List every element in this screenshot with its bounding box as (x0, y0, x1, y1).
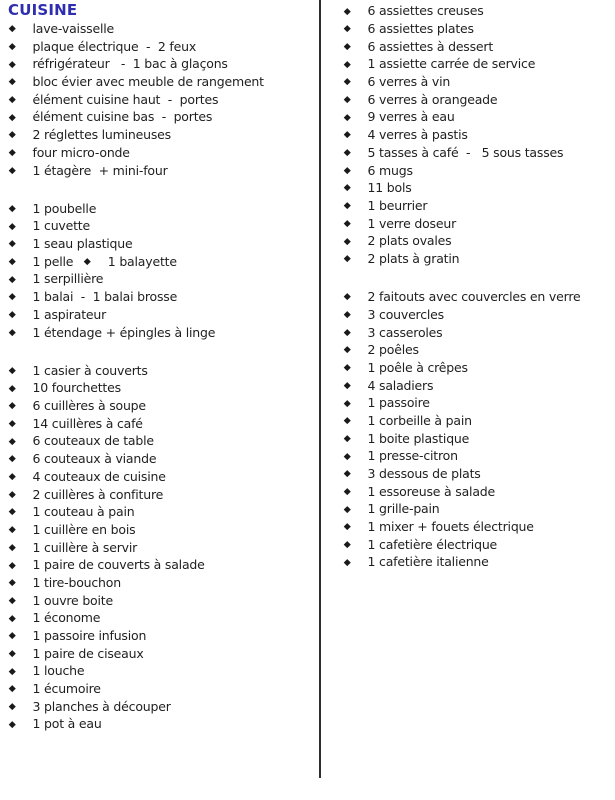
list-item-segment (10, 74, 264, 89)
item-text: 1 pelle (32, 253, 74, 269)
list-item-segment (10, 540, 137, 555)
list-item-segment (10, 663, 84, 678)
list-item (8, 556, 313, 574)
item-text: 1 essoreuse à salade (367, 483, 496, 499)
diamond-bullet-icon (344, 96, 350, 102)
item-text: 3 casseroles (367, 324, 443, 340)
item-text: 6 verres à orangeade (367, 91, 498, 107)
diamond-bullet-icon (344, 559, 350, 565)
diamond-bullet-icon (9, 526, 15, 532)
item-text: 3 couvercles (367, 306, 444, 322)
item-text: élément cuisine haut - portes (32, 91, 219, 107)
item-text: 6 assiettes à dessert (367, 38, 494, 54)
list-item (8, 199, 313, 217)
left-column (8, 2, 313, 733)
item-text: 3 planches à découper (32, 698, 171, 714)
diamond-bullet-icon (344, 329, 350, 335)
list-item (343, 518, 613, 536)
list-item (343, 214, 613, 232)
item-text: 6 couteaux à viande (32, 451, 157, 467)
list-item (343, 250, 613, 268)
diamond-bullet-icon (9, 385, 15, 391)
diamond-bullet-icon (344, 488, 350, 494)
item-text: 9 verres à eau (367, 109, 455, 125)
list-item (8, 591, 313, 609)
list-item (343, 55, 613, 73)
diamond-bullet-icon (344, 293, 350, 299)
diamond-bullet-icon (9, 311, 15, 317)
list-item (8, 432, 313, 450)
list-item (8, 90, 313, 108)
item-group (8, 199, 313, 341)
list-item (8, 126, 313, 144)
list-item-segment (10, 398, 146, 413)
diamond-bullet-icon (9, 293, 15, 299)
list-item (8, 644, 313, 662)
diamond-bullet-icon (9, 276, 15, 282)
list-item (343, 306, 613, 324)
list-item (343, 126, 613, 144)
list-item (343, 500, 613, 518)
list-item-segment (345, 413, 472, 428)
diamond-bullet-icon (9, 615, 15, 621)
right-column (343, 2, 613, 571)
item-text: 6 couteaux de table (32, 433, 154, 449)
diamond-bullet-icon (344, 453, 350, 459)
list-item-segment (85, 254, 177, 269)
diamond-bullet-icon (9, 131, 15, 137)
left-list (8, 20, 313, 733)
list-item (343, 359, 613, 377)
item-text: 1 seau plastique (32, 236, 133, 252)
list-item-segment (345, 448, 458, 463)
list-item-segment (10, 201, 96, 216)
list-item-segment (345, 484, 495, 499)
diamond-bullet-icon (9, 544, 15, 550)
diamond-bullet-icon (9, 632, 15, 638)
list-item (8, 252, 313, 270)
diamond-bullet-icon (9, 473, 15, 479)
item-text: 1 aspirateur (32, 306, 107, 322)
list-item-segment (345, 21, 474, 36)
item-text: 2 cuillères à confiture (32, 486, 164, 502)
list-item (8, 662, 313, 680)
diamond-bullet-icon (9, 205, 15, 211)
list-item-segment (10, 289, 177, 304)
diamond-bullet-icon (344, 25, 350, 31)
list-item (8, 627, 313, 645)
item-text: élément cuisine bas - portes (32, 109, 213, 125)
diamond-bullet-icon (344, 364, 350, 370)
list-item-segment (345, 74, 450, 89)
list-item-segment (345, 519, 534, 534)
list-item-segment (345, 127, 468, 142)
list-item-segment (345, 466, 481, 481)
item-text: 1 économe (32, 610, 101, 626)
diamond-bullet-icon (344, 61, 350, 67)
list-item-segment (10, 21, 114, 36)
list-item-segment (345, 251, 459, 266)
diamond-bullet-icon (344, 347, 350, 353)
item-text: bloc évier avec meuble de rangement (32, 74, 264, 90)
item-text: 1 paire de couverts à salade (32, 557, 205, 573)
right-list (343, 2, 613, 571)
diamond-bullet-icon (9, 367, 15, 373)
list-item-segment (10, 325, 215, 340)
list-item (343, 394, 613, 412)
diamond-bullet-icon (344, 400, 350, 406)
item-text: 11 bols (367, 180, 412, 196)
list-item-segment (10, 145, 130, 160)
item-text: 2 plats à gratin (367, 250, 460, 266)
item-text: 1 presse-citron (367, 448, 458, 464)
list-item (8, 450, 313, 468)
item-text: 10 fourchettes (32, 380, 121, 396)
diamond-bullet-icon (9, 668, 15, 674)
item-text: 2 faitouts avec couvercles en verre (367, 289, 581, 305)
item-text: 1 ouvre boite (32, 592, 113, 608)
diamond-bullet-icon (344, 131, 350, 137)
item-text: 1 écumoire (32, 681, 101, 697)
item-text: 1 cuillère à servir (32, 539, 138, 555)
diamond-bullet-icon (344, 8, 350, 14)
list-item-segment (345, 92, 497, 107)
list-item (8, 55, 313, 73)
item-group (343, 288, 613, 571)
item-text: 1 cafetière italienne (367, 554, 489, 570)
item-text: 1 paire de ciseaux (32, 645, 144, 661)
list-item (343, 73, 613, 91)
list-item-segment (10, 416, 143, 431)
item-text: 4 saladiers (367, 377, 434, 393)
list-item (8, 397, 313, 415)
list-item (343, 447, 613, 465)
list-item-segment (10, 39, 196, 54)
list-item-segment (345, 395, 430, 410)
item-text: 1 assiette carrée de service (367, 56, 536, 72)
diamond-bullet-icon (344, 149, 350, 155)
item-text: 1 balai - 1 balai brosse (32, 289, 178, 305)
list-item-segment (10, 593, 113, 608)
list-item (343, 161, 613, 179)
item-text: 2 réglettes lumineuses (32, 127, 171, 143)
diamond-bullet-icon (9, 455, 15, 461)
list-item-segment (10, 646, 144, 661)
page-title: CUISINE (8, 1, 78, 19)
list-item-segment (10, 699, 171, 714)
item-text: 1 couteau à pain (32, 504, 135, 520)
diamond-bullet-icon (344, 311, 350, 317)
list-item (8, 161, 313, 179)
item-text: plaque électrique - 2 feux (32, 38, 197, 54)
list-item-segment (345, 216, 456, 231)
list-item (343, 465, 613, 483)
item-text: 1 tire-bouchon (32, 574, 121, 590)
list-item (8, 468, 313, 486)
list-item (343, 20, 613, 38)
diamond-bullet-icon (9, 78, 15, 84)
diamond-bullet-icon (344, 506, 350, 512)
list-item (343, 108, 613, 126)
list-item-segment (10, 380, 121, 395)
list-item-segment (345, 431, 469, 446)
diamond-bullet-icon (9, 61, 15, 67)
item-text: 1 serpillière (32, 271, 104, 287)
diamond-bullet-icon (344, 541, 350, 547)
list-item (343, 197, 613, 215)
item-text: 6 mugs (367, 162, 413, 178)
list-item (343, 482, 613, 500)
diamond-bullet-icon (344, 43, 350, 49)
diamond-bullet-icon (9, 402, 15, 408)
list-item-segment (345, 378, 433, 393)
list-item (8, 288, 313, 306)
list-item (343, 232, 613, 250)
item-text: 1 poubelle (32, 200, 97, 216)
list-item-segment (10, 522, 135, 537)
list-item-segment (345, 501, 440, 516)
list-item-segment (10, 716, 102, 731)
diamond-bullet-icon (9, 329, 15, 335)
item-text: 1 cuillère en bois (32, 521, 136, 537)
item-text: 1 mixer + fouets électrique (367, 519, 534, 535)
list-item (343, 144, 613, 162)
list-item-segment (345, 163, 413, 178)
list-item-segment (345, 39, 493, 54)
list-item (8, 503, 313, 521)
diamond-bullet-icon (84, 258, 90, 264)
list-item (8, 680, 313, 698)
list-item-segment (10, 363, 148, 378)
item-text: 6 cuillères à soupe (32, 398, 146, 414)
diamond-bullet-icon (344, 202, 350, 208)
list-item (8, 108, 313, 126)
list-item-segment (10, 271, 103, 286)
column-divider (319, 0, 321, 778)
list-item (8, 609, 313, 627)
list-item (343, 376, 613, 394)
diamond-bullet-icon (9, 167, 15, 173)
list-item-segment (345, 109, 455, 124)
diamond-bullet-icon (9, 149, 15, 155)
list-item (8, 697, 313, 715)
diamond-bullet-icon (344, 523, 350, 529)
diamond-bullet-icon (9, 223, 15, 229)
item-text: 1 verre doseur (367, 215, 457, 231)
diamond-bullet-icon (9, 438, 15, 444)
item-text: 1 passoire (367, 395, 430, 411)
item-text: four micro-onde (32, 144, 130, 160)
item-text: réfrigérateur - 1 bac à glaçons (32, 56, 228, 72)
list-item (8, 485, 313, 503)
diamond-bullet-icon (9, 597, 15, 603)
item-text: 1 boite plastique (367, 430, 470, 446)
diamond-bullet-icon (344, 382, 350, 388)
list-item-segment (345, 180, 412, 195)
list-item-segment (10, 487, 163, 502)
list-item (8, 144, 313, 162)
list-item-segment (10, 218, 90, 233)
list-item-segment (345, 360, 468, 375)
list-item (8, 715, 313, 733)
list-item (8, 217, 313, 235)
item-text: 1 corbeille à pain (367, 412, 472, 428)
list-item-segment (345, 289, 580, 304)
item-text: 6 assiettes plates (367, 21, 474, 37)
list-item (8, 521, 313, 539)
list-item-segment (345, 56, 535, 71)
diamond-bullet-icon (9, 685, 15, 691)
list-item-segment (10, 163, 168, 178)
diamond-bullet-icon (9, 114, 15, 120)
list-item (8, 379, 313, 397)
list-item-segment (345, 554, 489, 569)
item-text: 1 casier à couverts (32, 362, 148, 378)
list-item (343, 288, 613, 306)
diamond-bullet-icon (344, 220, 350, 226)
item-text: 4 verres à pastis (367, 127, 468, 143)
item-text: 1 louche (32, 663, 85, 679)
list-item-segment (345, 3, 484, 18)
list-item (8, 538, 313, 556)
list-item-segment (10, 628, 146, 643)
item-text: 5 tasses à café - 5 sous tasses (367, 144, 564, 160)
list-item (8, 361, 313, 379)
list-item-segment (10, 92, 218, 107)
list-item (8, 73, 313, 91)
diamond-bullet-icon (9, 703, 15, 709)
diamond-bullet-icon (9, 650, 15, 656)
list-item (343, 179, 613, 197)
item-text: 1 cuvette (32, 218, 91, 234)
list-item-segment (10, 451, 156, 466)
diamond-bullet-icon (344, 167, 350, 173)
list-item (343, 90, 613, 108)
list-item-segment (10, 109, 212, 124)
list-item-segment (10, 433, 154, 448)
list-item-segment (345, 233, 451, 248)
list-item-segment (345, 198, 427, 213)
item-text: 2 plats ovales (367, 233, 452, 249)
list-item-segment (10, 469, 166, 484)
item-text: 1 poêle à crêpes (367, 359, 468, 375)
item-text: 1 cafetière électrique (367, 536, 498, 552)
list-item (343, 2, 613, 20)
list-item (343, 429, 613, 447)
diamond-bullet-icon (9, 43, 15, 49)
list-item (8, 270, 313, 288)
list-item (343, 323, 613, 341)
list-item (343, 535, 613, 553)
list-item (8, 306, 313, 324)
item-group (343, 2, 613, 267)
item-text: 1 étendage + épingles à linge (32, 324, 216, 340)
item-group (8, 361, 313, 732)
list-item (8, 323, 313, 341)
diamond-bullet-icon (344, 435, 350, 441)
diamond-bullet-icon (344, 255, 350, 261)
list-item-segment (10, 236, 133, 251)
diamond-bullet-icon (344, 238, 350, 244)
list-item-segment (10, 557, 205, 572)
diamond-bullet-icon (344, 417, 350, 423)
list-item-segment (345, 342, 419, 357)
list-item-segment (345, 307, 444, 322)
item-text: 1 pot à eau (32, 716, 102, 732)
item-text: 1 balayette (107, 253, 177, 269)
list-item (8, 235, 313, 253)
diamond-bullet-icon (9, 258, 15, 264)
item-text: 2 poêles (367, 342, 419, 358)
list-item (343, 553, 613, 571)
diamond-bullet-icon (344, 470, 350, 476)
item-text: 3 dessous de plats (367, 466, 481, 482)
list-item-segment (10, 307, 106, 322)
list-item-segment (345, 325, 442, 340)
item-text: 6 verres à vin (367, 74, 451, 90)
list-item (343, 412, 613, 430)
list-item-segment (10, 504, 134, 519)
item-text: 1 beurrier (367, 197, 428, 213)
list-item-segment (10, 127, 171, 142)
item-text: 14 cuillères à café (32, 415, 143, 431)
diamond-bullet-icon (9, 579, 15, 585)
item-text: lave-vaisselle (32, 21, 114, 37)
item-text: 1 étagère + mini-four (32, 162, 168, 178)
list-item-segment (10, 610, 100, 625)
list-item (343, 341, 613, 359)
list-item (8, 574, 313, 592)
list-item-segment (10, 681, 101, 696)
list-item (343, 37, 613, 55)
diamond-bullet-icon (9, 240, 15, 246)
item-text: 6 assiettes creuses (367, 3, 484, 19)
diamond-bullet-icon (344, 114, 350, 120)
item-text: 1 passoire infusion (32, 628, 147, 644)
diamond-bullet-icon (344, 78, 350, 84)
item-group (8, 20, 313, 179)
list-item-segment (10, 56, 228, 71)
list-item (8, 414, 313, 432)
diamond-bullet-icon (9, 96, 15, 102)
diamond-bullet-icon (9, 491, 15, 497)
diamond-bullet-icon (9, 25, 15, 31)
diamond-bullet-icon (9, 721, 15, 727)
diamond-bullet-icon (9, 562, 15, 568)
diamond-bullet-icon (9, 509, 15, 515)
diamond-bullet-icon (9, 420, 15, 426)
diamond-bullet-icon (344, 185, 350, 191)
list-item (8, 20, 313, 38)
list-item-segment (345, 145, 563, 160)
item-text: 4 couteaux de cuisine (32, 468, 166, 484)
list-item-segment (345, 537, 497, 552)
list-item (8, 37, 313, 55)
list-item-segment (10, 575, 121, 590)
list-item-segment (10, 254, 73, 269)
item-text: 1 grille-pain (367, 501, 440, 517)
